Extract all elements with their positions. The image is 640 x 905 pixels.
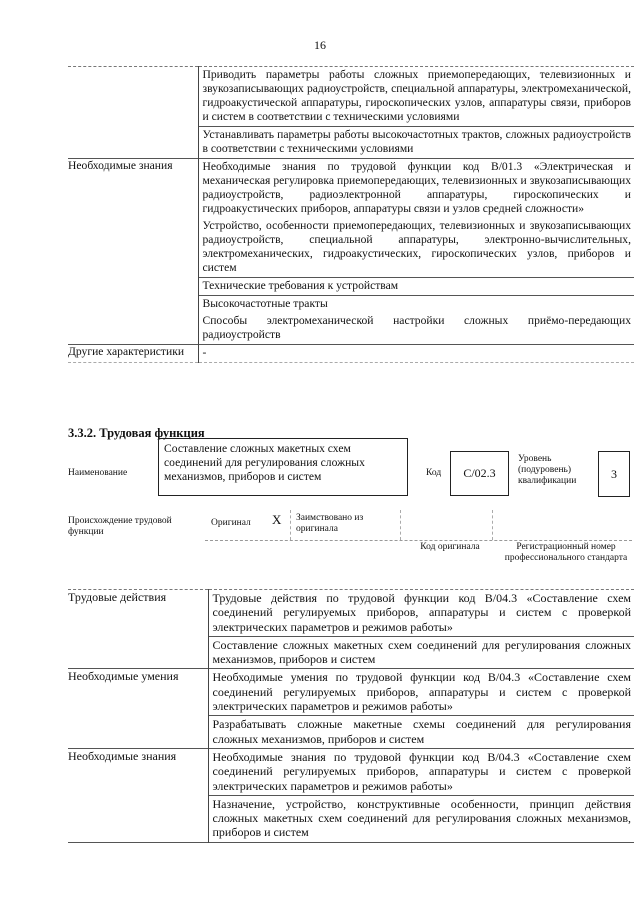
section-heading: 3.3.2. Трудовая функция (68, 426, 205, 440)
function-table (68, 589, 634, 843)
list-item: Составление сложных макетных схем соединений для регулирования сложных механизмов, приборов и систем (212, 637, 631, 667)
row-label: Трудовые действия (68, 590, 167, 604)
code-label: Код (426, 468, 442, 478)
list-item: Способы электромеханической настройки сложных приёмо-передающих радиоустройств (202, 314, 631, 341)
list-item: Необходимые умения по трудовой функции код В/04.3 «Составление схем соединений регулируемых приборов, аппаратуры и систем с проверкой электрических параметров и режимов работы» (209, 669, 635, 716)
reg-number-label: Регистрационный номер профессионального стандарта (504, 542, 628, 563)
list-item: - (202, 346, 207, 359)
origin-label: Происхождение трудовой функции (68, 516, 172, 537)
list-item: Назначение, устройство, конструктивные особенности, принцип действия сложных макетных схем соединений для регулирования сложных механизмов, приборов и систем (212, 796, 631, 840)
table-row (68, 748, 634, 842)
divider (205, 540, 632, 541)
list-item: Трудовые действия по трудовой функции код В/04.3 «Составление схем соединений регулируемых приборов, аппаратуры и систем с проверкой электрических параметров и режимов работы» (209, 590, 635, 637)
table-row (68, 590, 634, 669)
list-item: Приводить параметры работы сложных приемопередающих, телевизионных и звукозаписывающих радиоустройств, специальной аппаратуры, электромеханической, гидроакустической аппаратуры, гироскопических узлов, аппаратуры связи, приборов и систем в соответствии с техническими условиями (199, 67, 635, 127)
code-original-label: Код оригинала (420, 542, 480, 552)
level-label: Уровень (подуровень) квалификации (518, 454, 577, 486)
divider (400, 510, 401, 540)
competency-table-continued (68, 66, 634, 363)
page-number: 16 (314, 38, 326, 52)
table-row (68, 67, 634, 159)
list-item: Разрабатывать сложные макетные схемы соединений для регулирования сложных механизмов, приборов и систем (212, 717, 631, 746)
list-item: Необходимые знания по трудовой функции код В/01.3 «Электрическая и механическая регулировка приемопередающих, телевизионных и звукозаписывающих радиоустройств, радиоэлектронной аппаратуры, гироскопических и гидроакустических приборов, аппаратуры связи и узлов средней сложности» (202, 160, 631, 215)
list-item: Устанавливать параметры работы высокочастотных трактов, сложных радиоустройств в соответствии с техническими условиями (202, 128, 631, 155)
row-label: Другие характеристики (68, 345, 185, 358)
list-item: Высокочастотные тракты (202, 297, 328, 310)
table-row (68, 159, 634, 345)
divider (290, 510, 291, 540)
code-value: С/02.3 (450, 451, 509, 496)
original-label: Оригинал (211, 518, 251, 528)
divider (492, 510, 493, 540)
level-value: 3 (598, 451, 630, 497)
row-label: Необходимые умения (68, 669, 179, 684)
table-row (68, 669, 634, 748)
borrowed-label: Заимствовано из оригинала (296, 513, 364, 534)
name-value: Составление сложных макетных схем соединений для регулирования сложных механизмов, приборов и систем (158, 438, 408, 496)
list-item: Необходимые знания по трудовой функции код В/04.3 «Составление схем соединений регулируемых приборов, аппаратуры и систем с проверкой электрических параметров и режимов работы» (209, 749, 635, 796)
original-mark: Х (272, 512, 282, 527)
row-label (68, 67, 198, 159)
row-label: Необходимые знания (68, 748, 177, 763)
row-label: Необходимые знания (68, 159, 173, 172)
list-item: Устройство, особенности приемопередающих, телевизионных и звукозаписывающих радиоустройств, специальной аппаратуры, электронно-вычислительных, электромеханических, гидроакустических, гироскопических узлов, приборов и систем (199, 218, 635, 278)
list-item: Технические требования к устройствам (199, 278, 635, 296)
table-row (68, 345, 634, 363)
name-label: Наименование (68, 468, 128, 478)
